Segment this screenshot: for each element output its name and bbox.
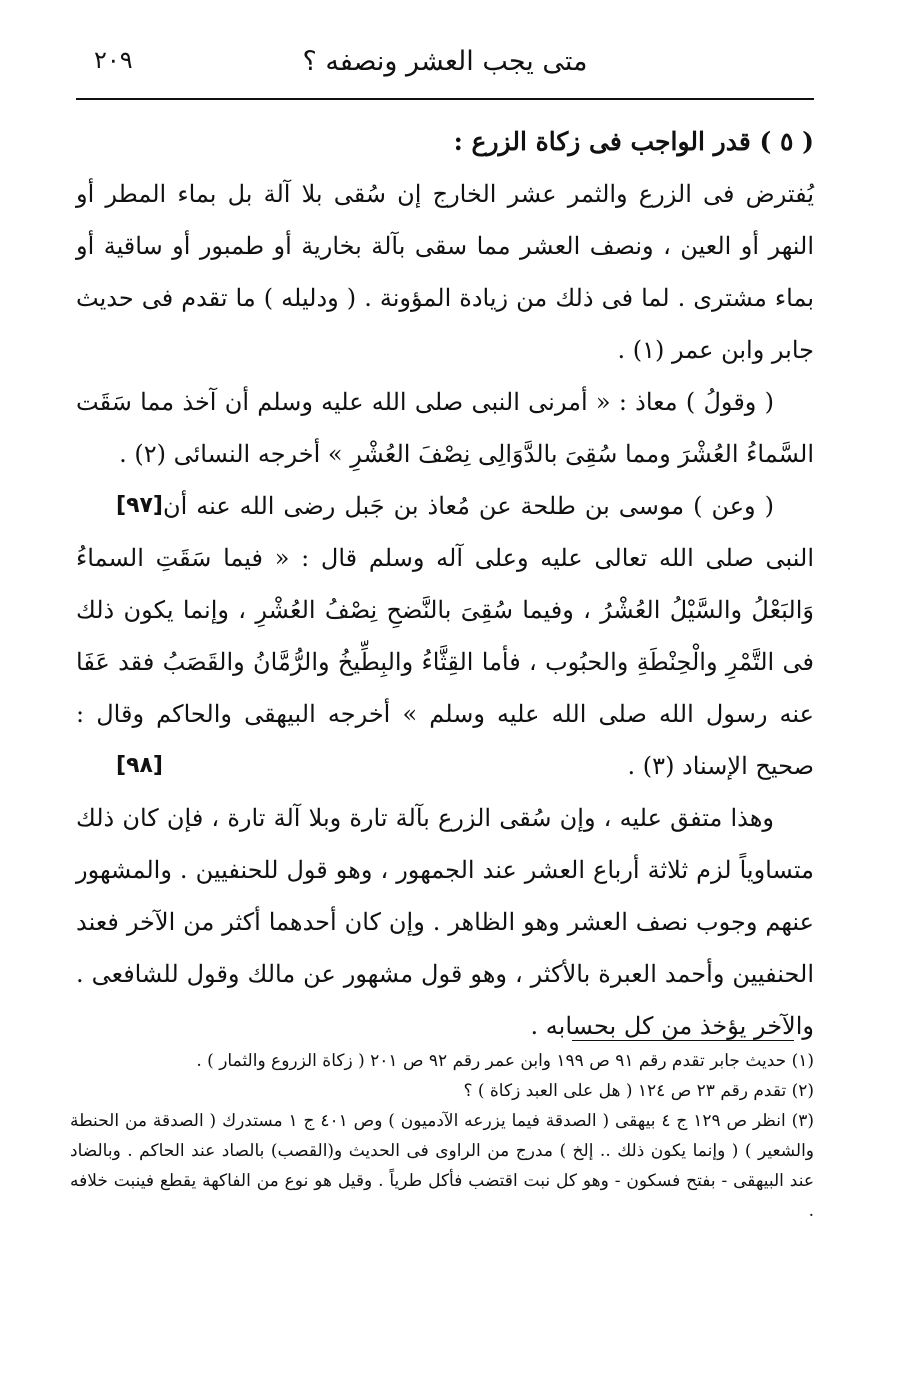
main-text [76,116,814,1052]
paragraph-text: ( وقولُ ) معاذ : « أمرنى النبى صلى الله عليه وسلم أن آخذ مما سَقَت السَّماءُ العُشْرَ ومما سُقِىَ بالدَّوَالِى نِصْفَ العُشْرِ » أخرجه النسائى (٢) . [76,388,814,468]
paragraph [76,480,814,792]
running-title: متى يجب العشر ونصفه ؟ [302,46,588,77]
hadith-number: [٩٨] [116,753,163,778]
paragraph-text: ( وعن ) موسى بن طلحة عن مُعاذ بن جَبل رضى الله عنه أن النبى صلى الله تعالى عليه وعلى آله وسلم قال : « فيما سَقَتِ السماءُ وَالبَعْلُ والسَّيْلُ العُشْرُ ، وفيما سُقِىَ بالنَّضحِ نِصْفُ العُشْرِ ، وإنما يكون ذلك فى التَّمْرِ والْحِنْطَةِ والحبُوب ، فأما القِثَّاءُ والبِطِّيخُ والرُّمَّانُ والقَصَبُ فقد عَفَا عنه رسول الله صلى الله عليه وسلم » أخرجه البيهقى والحاكم وقال : صحيح الإسناد (٣) . [76,492,814,780]
page-number: ٢٠٩ [94,46,133,74]
section-heading: ( ٥ ) قدر الواجب فى زكاة الزرع : [453,127,814,156]
footnote-rule [572,1040,794,1041]
footnote: (٣) انظر ص ١٢٩ ج ٤ بيهقى ( الصدقة فيما يزرعه الآدميون ) وص ٤٠١ ج ١ مستدرك ( الصدقة من الحنطة والشعير ) ( وإنما يكون ذلك .. إلخ ) مدرج من الراوى فى الحديث و(القصب) بالصاد عند الحاكم . وبالضاد عند البيهقى - بفتح فسكون - وهو كل نبت اقتضب فأكل طرياً . وقيل هو نوع من الفاكهة يقطع فينبت خلافه . [70,1111,814,1221]
paragraph: يُفترض فى الزرع والثمر عشر الخارج إن سُقى بلا آلة بل بماء المطر أو النهر أو العين ، ونصف العشر مما سقى بآلة بخارية أو طمبور أو ساقية أو بماء مشترى . لما فى ذلك من زيادة المؤونة . ( ودليله ) ما تقدم فى حديث جابر وابن عمر (١) . [76,180,814,364]
footnote: (١) حديث جابر تقدم رقم ٩١ ص ١٩٩ وابن عمر رقم ٩٢ ص ٢٠١ ( زكاة الزروع والثمار ) . [196,1051,814,1071]
page-header [76,40,814,92]
paragraph: وهذا متفق عليه ، وإن سُقى الزرع بآلة تارة وبلا آلة تارة ، فإن كان ذلك متساوياً لزم ثلاثة أرباع العشر عند الجمهور ، وهو قول للحنفيين . والمشهور عنهم وجوب نصف العشر وهو الظاهر . وإن كان أحدهما أكثر من الآخر فعند الحنفيين وأحمد العبرة بالأكثر ، وهو قول مشهور عن مالك وقول للشافعى . والآخر يؤخذ من كل بحسابه . [76,804,814,1040]
footnote: (٢) تقدم رقم ٢٣ ص ١٢٤ ( هل على العبد زكاة ) ؟ [463,1081,814,1101]
hadith-number: [٩٧] [116,493,163,518]
paragraph [76,376,814,518]
header-rule [76,98,814,100]
footnotes [70,1046,814,1226]
